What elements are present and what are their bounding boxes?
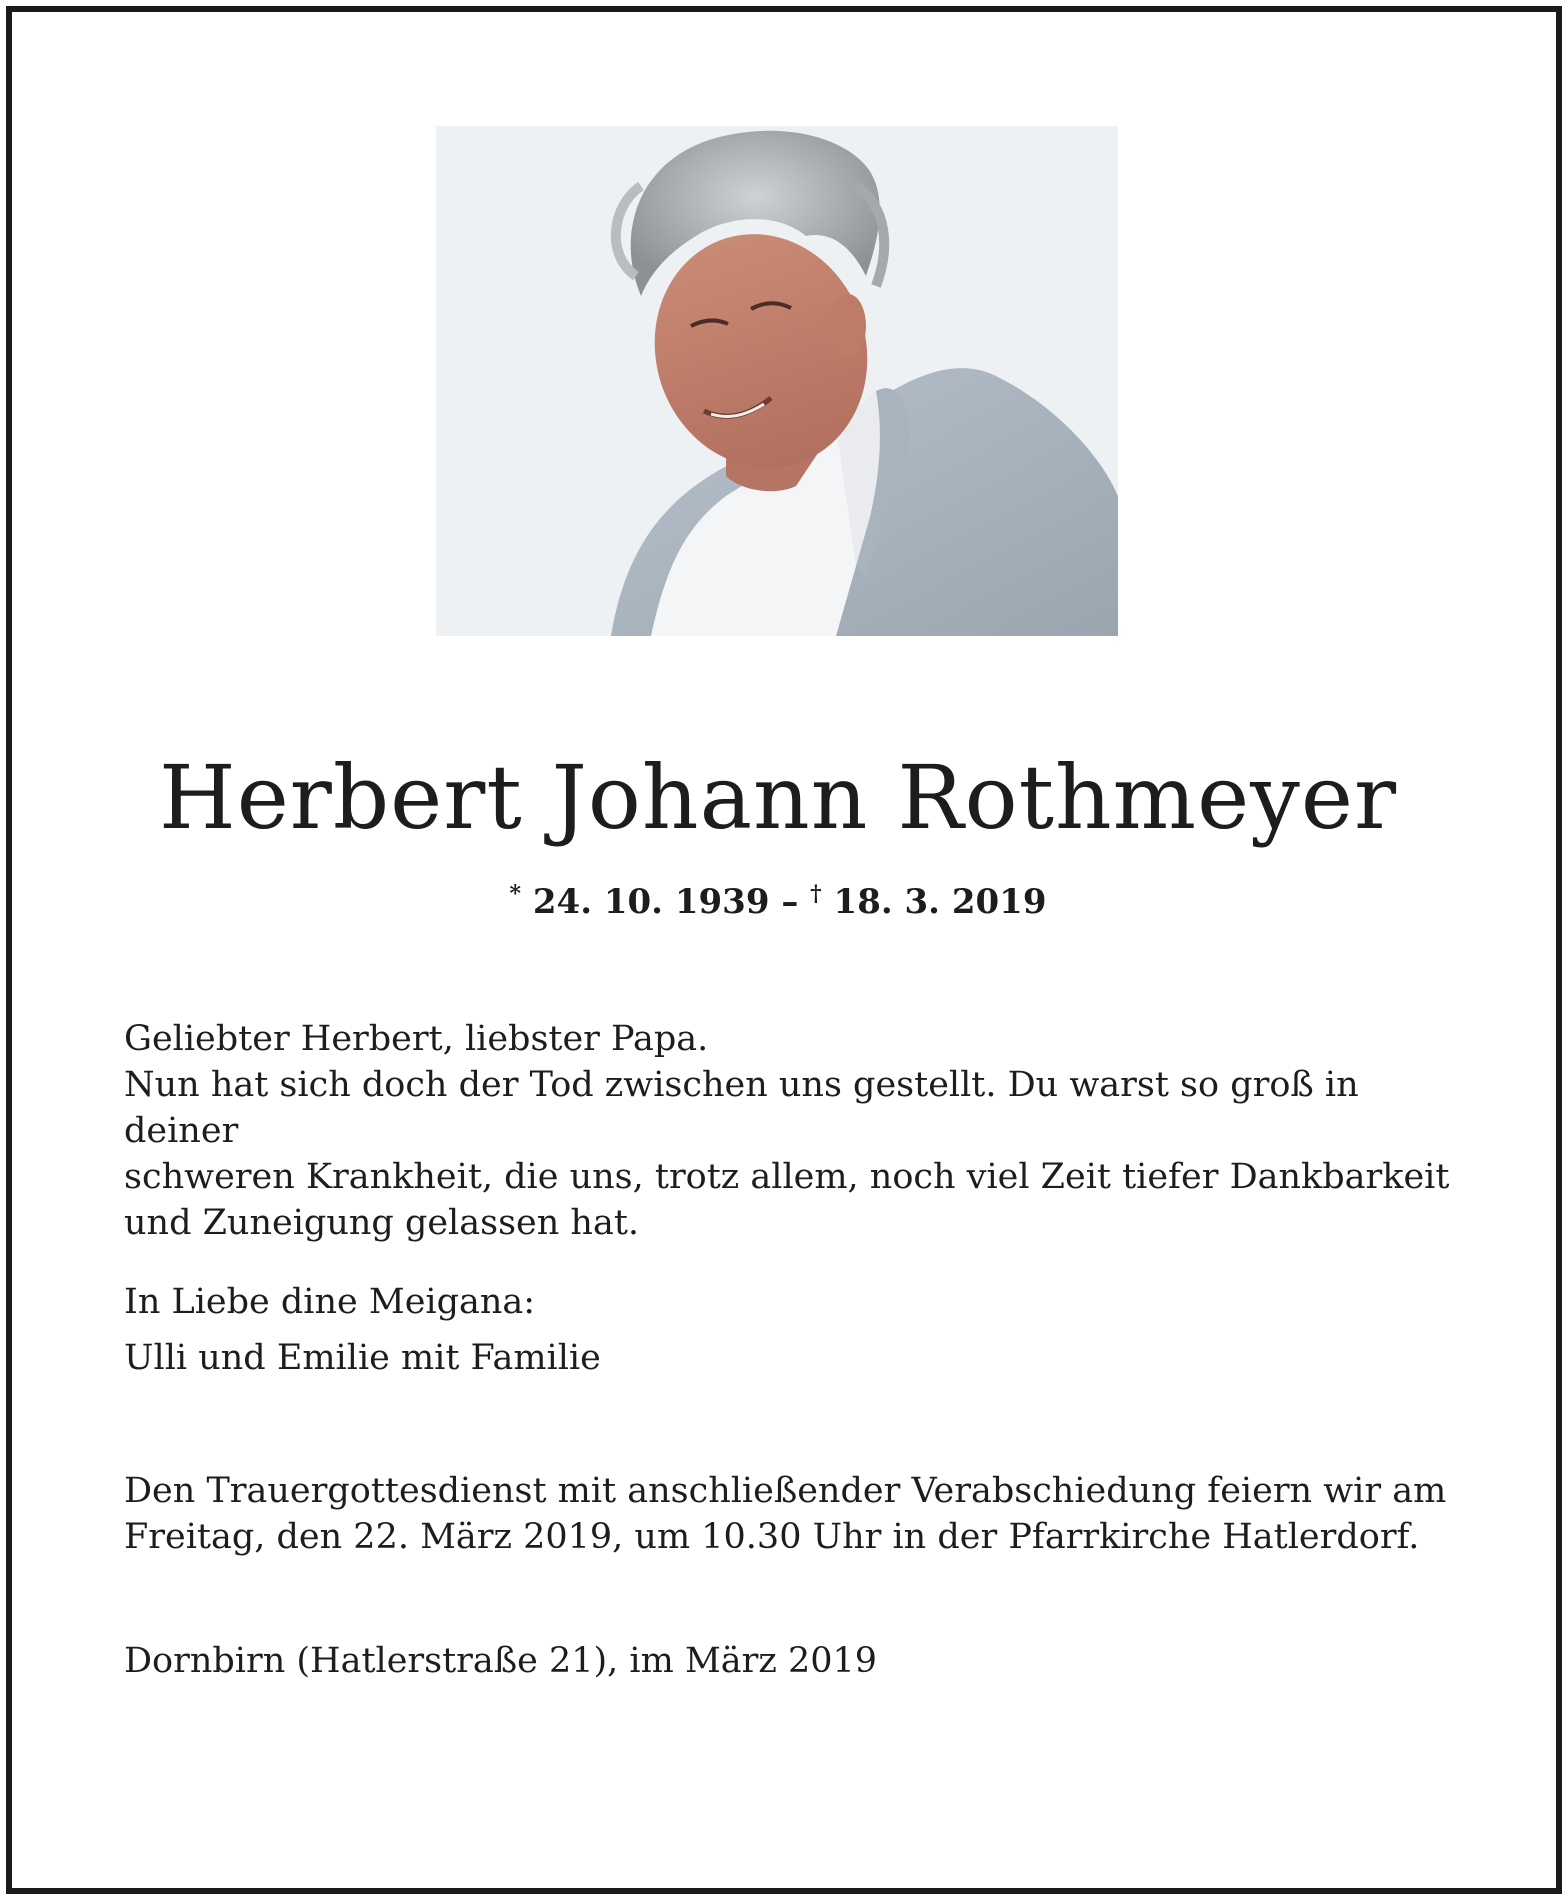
place-date-line: Dornbirn (Hatlerstraße 21), im März 2019 [124,1641,878,1681]
deceased-name: Herbert Johann Rothmeyer [158,746,1398,849]
service-line: Den Trauergottesdienst mit anschließender Verabschiedung feiern wir am [124,1471,1447,1511]
service-info [124,1468,1464,1560]
death-symbol: † [810,881,822,907]
place-date [124,1638,1464,1684]
birth-symbol: * [509,881,522,907]
life-dates [0,872,1556,924]
birth-date: 24. 10. 1939 [532,882,770,922]
message-line: schweren Krankheit, die uns, trotz allem, noch viel Zeit tiefer Dankbarkeit [124,1157,1450,1197]
message-line: Geliebter Herbert, liebster Papa. [124,1019,709,1059]
service-line: Freitag, den 22. März 2019, um 10.30 Uhr in der Pfarrkirche Hatlerdorf. [124,1517,1420,1557]
message-line: und Zuneigung gelassen hat. [124,1203,640,1243]
mourners-line: In Liebe dine Meigana: [124,1282,536,1322]
death-date: 18. 3. 2019 [833,882,1047,922]
date-separator: – [781,882,799,922]
portrait-photo-icon [436,126,1118,636]
message-line: Nun hat sich doch der Tod zwischen uns gestellt. Du warst so groß in deiner [124,1065,1359,1151]
mourners [124,1274,1464,1386]
farewell-message [124,1016,1464,1246]
mourners-line: Ulli und Emilie mit Familie [124,1338,601,1378]
